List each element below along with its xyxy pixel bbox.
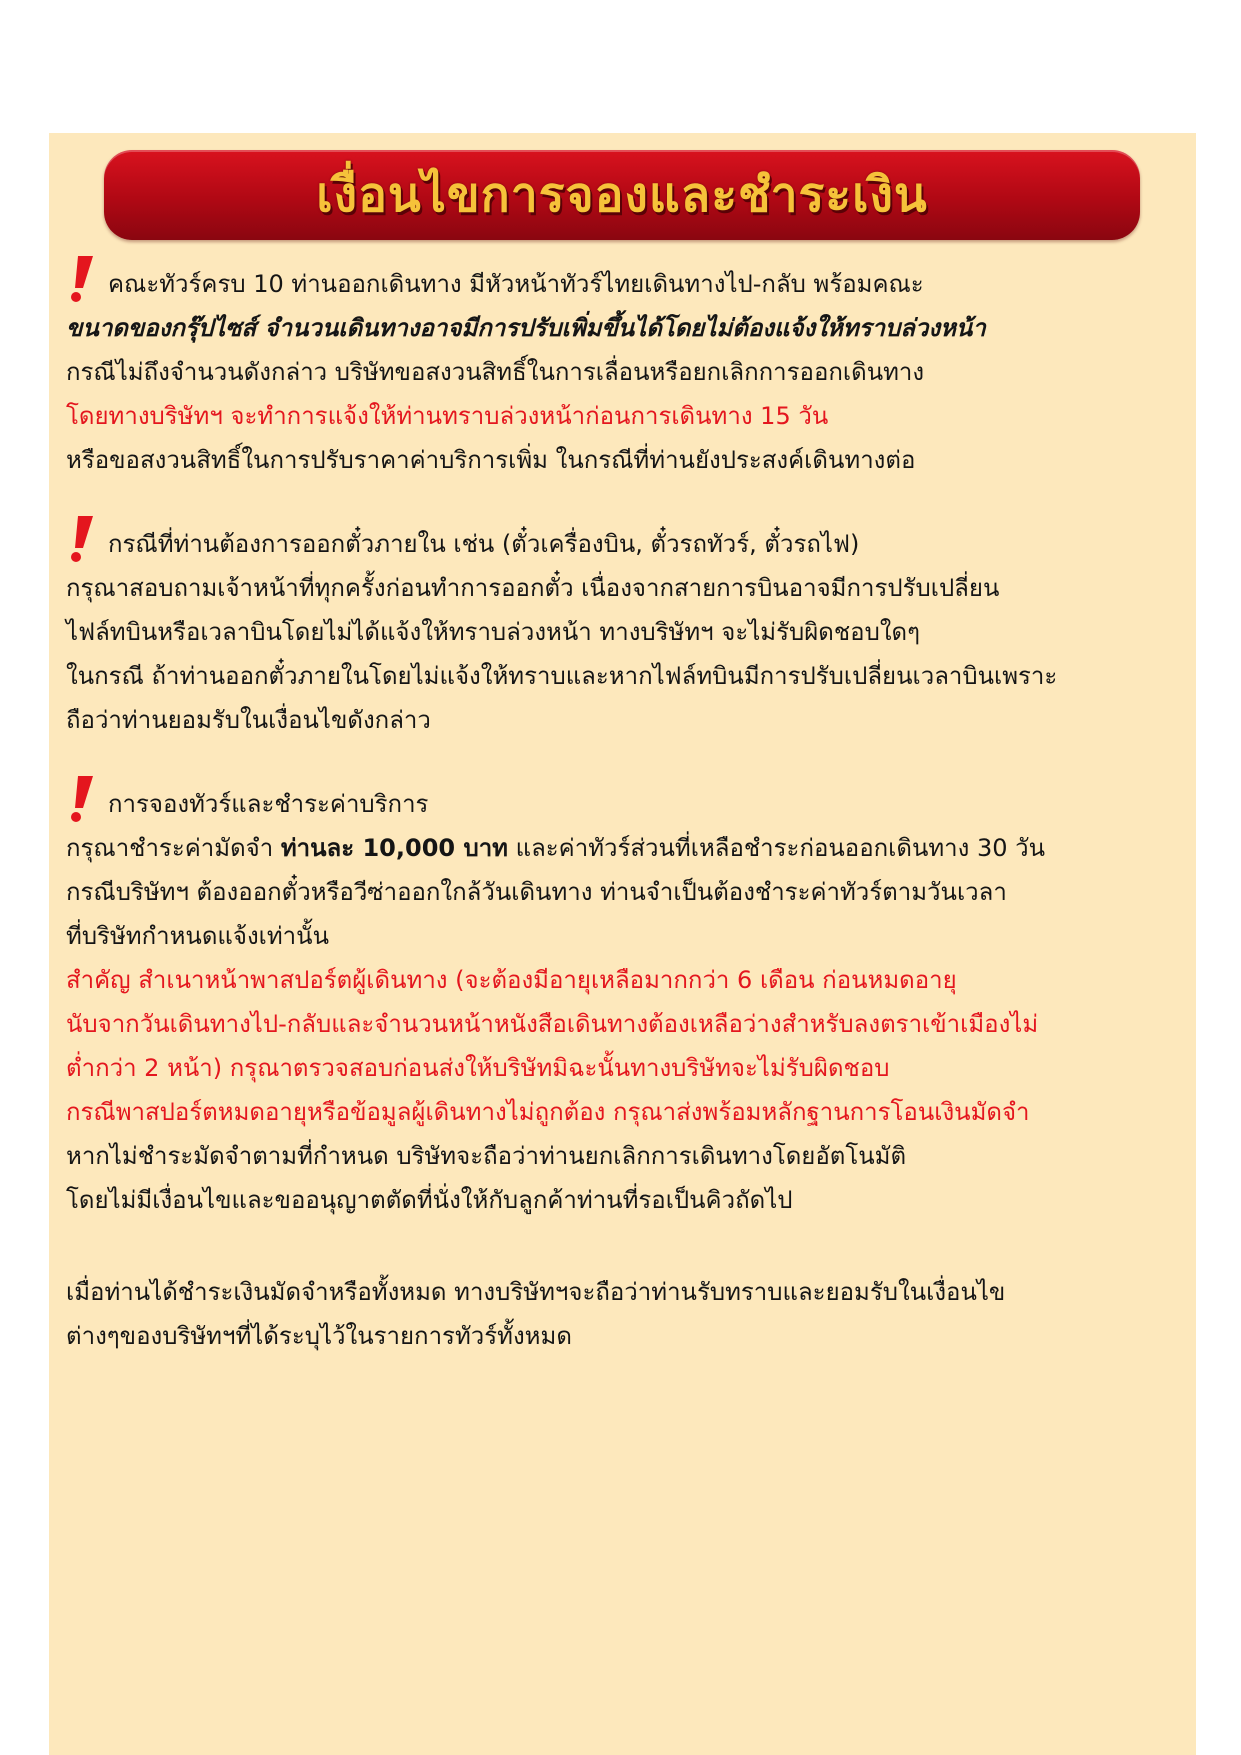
section3-red3: ต่ำกว่า 2 หน้า) กรุณาตรวจสอบก่อนส่งให้บริษัทมิฉะนั้นทางบริษัทจะไม่รับผิดชอบ: [66, 1054, 890, 1082]
section1-line3: กรณีไม่ถึงจำนวนดังกล่าว บริษัทขอสงวนสิทธิ์ในการเลื่อนหรือยกเลิกการออกเดินทาง: [66, 358, 925, 386]
section1-line2: ขนาดของกรุ๊ปไซส์ จำนวนเดินทางอาจมีการปรับเพิ่มขึ้นได้โดยไม่ต้องแจ้งให้ทราบล่วงหน้า: [66, 314, 986, 342]
section2-line2: กรุณาสอบถามเจ้าหน้าที่ทุกครั้งก่อนทำการออกตั๋ว เนื่องจากสายการบินอาจมีการปรับเปลี่ยน: [66, 574, 1000, 602]
closing-line2: ต่างๆของบริษัทฯที่ได้ระบุไว้ในรายการทัวร์ทั้งหมด: [66, 1322, 572, 1350]
section3-line5: โดยไม่มีเงื่อนไขและขออนุญาตตัดที่นั่งให้กับลูกค้าท่านที่รอเป็นคิวถัดไป: [66, 1186, 793, 1214]
section2-line5: ถือว่าท่านยอมรับในเงื่อนไขดังกล่าว: [66, 706, 431, 734]
section3-red2: นับจากวันเดินทางไป-กลับและจำนวนหน้าหนังสือเดินทางต้องเหลือว่างสำหรับลงตราเข้าเมืองไม่: [66, 1010, 1039, 1038]
section3-red4: กรณีพาสปอร์ตหมดอายุหรือข้อมูลผู้เดินทางไม่ถูกต้อง กรุณาส่งพร้อมหลักฐานการโอนเงินมัดจำ: [66, 1098, 1030, 1126]
exclamation-icon: [66, 254, 96, 304]
section3-heading: การจองทัวร์และชำระค่าบริการ: [108, 790, 429, 818]
section1-line1: คณะทัวร์ครบ 10 ท่านออกเดินทาง มีหัวหน้าทัวร์ไทยเดินทางไป-กลับ พร้อมคณะ: [108, 270, 924, 298]
deposit-text-c: และค่าทัวร์ส่วนที่เหลือชำระก่อนออกเดินทาง 30 วัน: [507, 834, 1046, 862]
section-booking-payment: [66, 782, 1196, 1222]
closing-line1: เมื่อท่านได้ชำระเงินมัดจำหรือทั้งหมด ทางบริษัทฯจะถือว่าท่านรับทราบและยอมรับในเงื่อนไข: [66, 1278, 1006, 1306]
section2-line1: กรณีที่ท่านต้องการออกตั๋วภายใน เช่น (ตั๋วเครื่องบิน, ตั๋วรถทัวร์, ตั๋วรถไฟ): [108, 530, 860, 558]
section3-line3: ที่บริษัทกำหนดแจ้งเท่านั้น: [66, 922, 329, 950]
section3-line2: กรณีบริษัทฯ ต้องออกตั๋วหรือวีซ่าออกใกล้วันเดินทาง ท่านจำเป็นต้องชำระค่าทัวร์ตามวันเวลา: [66, 878, 1007, 906]
exclamation-icon: [66, 774, 96, 824]
section1-line4: โดยทางบริษัทฯ จะทำการแจ้งให้ท่านทราบล่วงหน้าก่อนการเดินทาง 15 วัน: [66, 402, 829, 430]
page-title: เงื่อนไขการจองและชำระเงิน: [316, 167, 928, 223]
terms-content: [66, 262, 1196, 1358]
deposit-amount: ท่านละ 10,000 บาท: [280, 834, 508, 862]
section-domestic-tickets: [66, 522, 1196, 742]
section3-red1: สำคัญ สำเนาหน้าพาสปอร์ตผู้เดินทาง (จะต้องมีอายุเหลือมากกว่า 6 เดือน ก่อนหมดอายุ: [66, 966, 957, 994]
section2-line3: ไฟล์ทบินหรือเวลาบินโดยไม่ได้แจ้งให้ทราบล่วงหน้า ทางบริษัทฯ จะไม่รับผิดชอบใดๆ: [66, 618, 921, 646]
section3-deposit-line: [66, 826, 1196, 870]
section-group-size: [66, 262, 1196, 482]
section3-line4: หากไม่ชำระมัดจำตามที่กำหนด บริษัทจะถือว่าท่านยกเลิกการเดินทางโดยอัตโนมัติ: [66, 1142, 907, 1170]
deposit-text-a: กรุณาชำระค่ามัดจำ: [66, 834, 281, 862]
section1-line5: หรือขอสงวนสิทธิ์ในการปรับราคาค่าบริการเพิ่ม ในกรณีที่ท่านยังประสงค์เดินทางต่อ: [66, 446, 916, 474]
exclamation-icon: [66, 514, 96, 564]
section2-line4: ในกรณี ถ้าท่านออกตั๋วภายในโดยไม่แจ้งให้ทราบและหากไฟล์ทบินมีการปรับเปลี่ยนเวลาบินเพราะ: [66, 662, 1058, 690]
section-closing: [66, 1270, 1196, 1358]
